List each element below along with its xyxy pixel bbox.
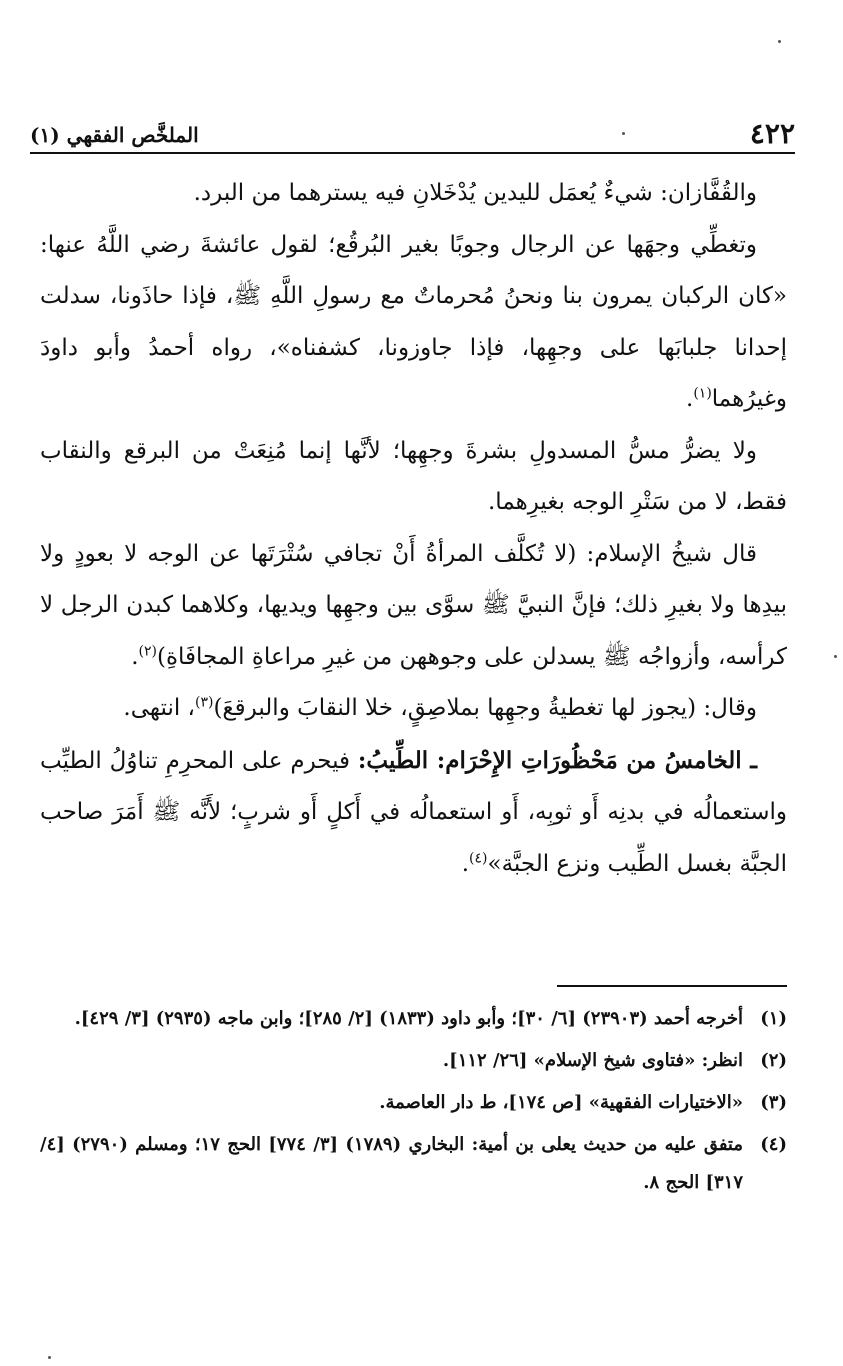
footnote-number: (٢) (760, 1050, 787, 1071)
footnote-text: انظر: «فتاوى شيخ الإسلام» [٢٦/ ١١٢]. (442, 1050, 743, 1071)
scan-speck (48, 1356, 51, 1359)
page-header (30, 112, 795, 154)
footnote-item (40, 1042, 787, 1080)
paragraph-gloves: والقُفَّازان: شيءٌ يُعمَل لليدين يُدْخَلانِ فيه يسترهما من البرد. (193, 180, 757, 206)
main-text (40, 168, 787, 890)
footnote-number: (٤) (760, 1134, 787, 1155)
footnote-ref-4: (٤) (469, 849, 488, 866)
footnote-number: (٣) (760, 1092, 787, 1113)
paragraph-perfume: ـ الخامسُ من مَحْظُورَاتِ الإِحْرَام: الطِّيبُ: فيحرم على المحرِمِ تناوُلُ الطيِّب واستعمالُه في بدنِه أَو ثوبِه، أَو استعمالُه في أَكلٍ أَو شربٍ؛ لأَنَّه ﷺ أَمَرَ صاحب الجبَّة بغسل الطِّيب ونزع الجبَّة»$^{(٤)}$. (40, 746, 787, 877)
paragraph-touching-skin: ولا يضرُّ مسُّ المسدولِ بشرةَ وجهِها؛ لأنَّها إنما مُنِعَتْ من البرقع والنقاب فقط، لا من سَتْرِ الوجه بغيرِهما. (40, 437, 787, 515)
section-heading: ـ الخامسُ من مَحْظُورَاتِ الإِحْرَام: الطِّيبُ: (357, 746, 757, 774)
scan-speck (834, 655, 837, 658)
footnote-item (40, 1126, 787, 1202)
footnote-separator (557, 985, 787, 987)
footnotes (40, 1000, 787, 1206)
paragraph-second-quote: وقال: (يجوز لها تغطيةُ وجهِها بملاصِقٍ، خلا النقابَ والبرقعَ)$^{(٣)}$، انتهى. (123, 694, 757, 721)
footnote-ref-1: (١) (693, 385, 712, 402)
footnote-item (40, 1000, 787, 1038)
footnote-item (40, 1084, 787, 1122)
footnote-ref-2: (٢) (138, 642, 157, 659)
footnote-text: أخرجه أحمد (٢٣٩٠٣) [٦/ ٣٠]؛ وأبو داود (١٨٣٣) [٢/ ٢٨٥]؛ وابن ماجه (٢٩٣٥) [٣/ ٤٢٩]. (74, 1008, 743, 1029)
page-number: ٤٢٢ (749, 117, 795, 150)
scan-speck (778, 40, 781, 43)
running-title: الملخَّص الفقهي (١) (30, 123, 199, 147)
paragraph-shaykh-quote: قال شيخُ الإسلام: (لا تُكلَّف المرأةُ أَنْ تجافي سُتْرَتَها عن الوجه لا بعودٍ ولا بيدِها ولا بغيرِ ذلك؛ فإنَّ النبيَّ ﷺ سوَّى بين وجهِها ويديها، وكلاهما كبدن الرجل لا كرأسه، وأزواجُه ﷺ يسدلن على وجوههن من غيرِ مراعاةِ المجافَاةِ)$^{(٢)}$. (40, 540, 787, 670)
footnote-text: «الاختيارات الفقهية» [ص ١٧٤]، ط دار العاصمة. (379, 1092, 743, 1113)
footnote-number: (١) (760, 1008, 787, 1029)
paragraph-face-covering: وتغطِّي وجهَها عن الرجال وجوبًا بغير البُرقُع؛ لقول عائشةَ رضي اللَّهُ عنها: «كان الركبان يمرون بنا ونحنُ مُحرماتٌ مع رسولِ اللَّهِ ﷺ، فإذا حاذَونا، سدلت إحدانا جلبابَها على وجهِها، فإذا جاوزونا، كشفناه»، رواه أحمدُ وأبو داودَ وغيرُهما$^{(١)}$. (40, 231, 787, 412)
footnote-text: متفق عليه من حديث يعلى بن أمية: البخاري (١٧٨٩) [٣/ ٧٧٤] الحج ١٧؛ ومسلم (٢٧٩٠) [٤/ ٣١٧] الحج ٨. (40, 1134, 744, 1193)
footnote-ref-3: (٣) (194, 694, 214, 711)
